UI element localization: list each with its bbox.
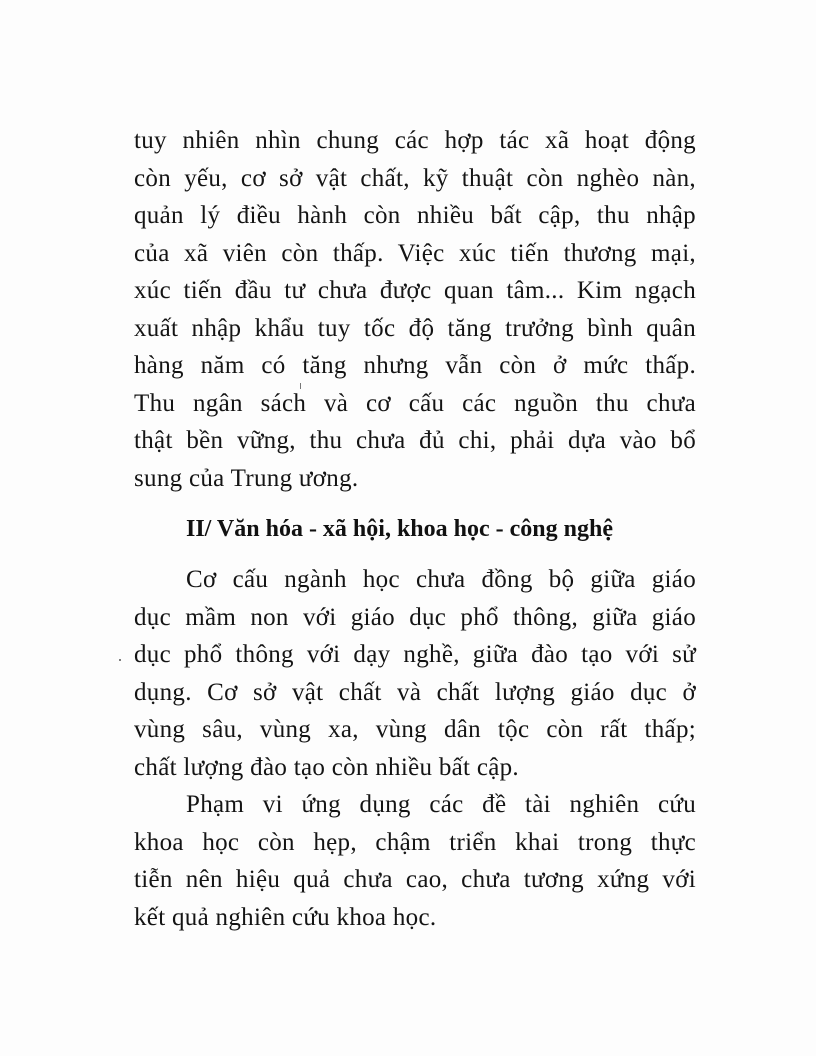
- paragraph-line: xúc tiến đầu tư chưa được quan tâm... Kim ngạch: [134, 277, 696, 304]
- paragraph-research: [134, 786, 696, 936]
- paragraph-line: dục mầm non với giáo dục phổ thông, giữa giáo: [134, 603, 696, 631]
- paragraph-education: [134, 561, 696, 786]
- paragraph-line: còn yếu, cơ sở vật chất, kỹ thuật còn nghèo nàn,: [134, 164, 696, 192]
- section-heading: II/ Văn hóa - xã hội, khoa học - công nghệ: [186, 516, 613, 542]
- paragraph-line: xuất nhập khẩu tuy tốc độ tăng trưởng bình quân: [134, 314, 696, 342]
- scan-mark: [300, 383, 301, 389]
- paragraph-line: Thu ngân sách và cơ cấu các nguồn thu chưa: [134, 389, 696, 417]
- paragraph-line: sung của Trung ương.: [134, 464, 359, 492]
- paragraph-line: Cơ cấu ngành học chưa đồng bộ giữa giáo: [186, 566, 696, 593]
- paragraph-line: tiễn nên hiệu quả chưa cao, chưa tương xứng với: [134, 866, 696, 893]
- paragraph-line: vùng sâu, vùng xa, vùng dân tộc còn rất thấp;: [134, 716, 696, 743]
- paragraph-line: dục phổ thông với dạy nghề, giữa đào tạo với sử: [134, 641, 696, 668]
- paragraph-line: quản lý điều hành còn nhiều bất cập, thu nhập: [134, 202, 696, 229]
- paragraph-line: chất lượng đào tạo còn nhiều bất cập.: [134, 753, 519, 781]
- paragraph-line: hàng năm có tăng nhưng vẫn còn ở mức thấp.: [134, 352, 696, 379]
- paragraph-line: dụng. Cơ sở vật chất và chất lượng giáo dục ở: [134, 678, 696, 706]
- paragraph-line: Phạm vi ứng dụng các đề tài nghiên cứu: [186, 791, 696, 818]
- paragraph-line: của xã viên còn thấp. Việc xúc tiến thương mại,: [134, 239, 696, 267]
- paragraph-line: thật bền vững, thu chưa đủ chi, phải dựa vào bổ: [134, 427, 696, 454]
- paragraph-line: khoa học còn hẹp, chậm triển khai trong thực: [134, 828, 696, 856]
- paragraph-line: kết quả nghiên cứu khoa học.: [134, 903, 437, 931]
- paragraph-continuation: [134, 122, 696, 497]
- scan-speck: [119, 659, 121, 661]
- paragraph-line: tuy nhiên nhìn chung các hợp tác xã hoạt động: [134, 127, 696, 154]
